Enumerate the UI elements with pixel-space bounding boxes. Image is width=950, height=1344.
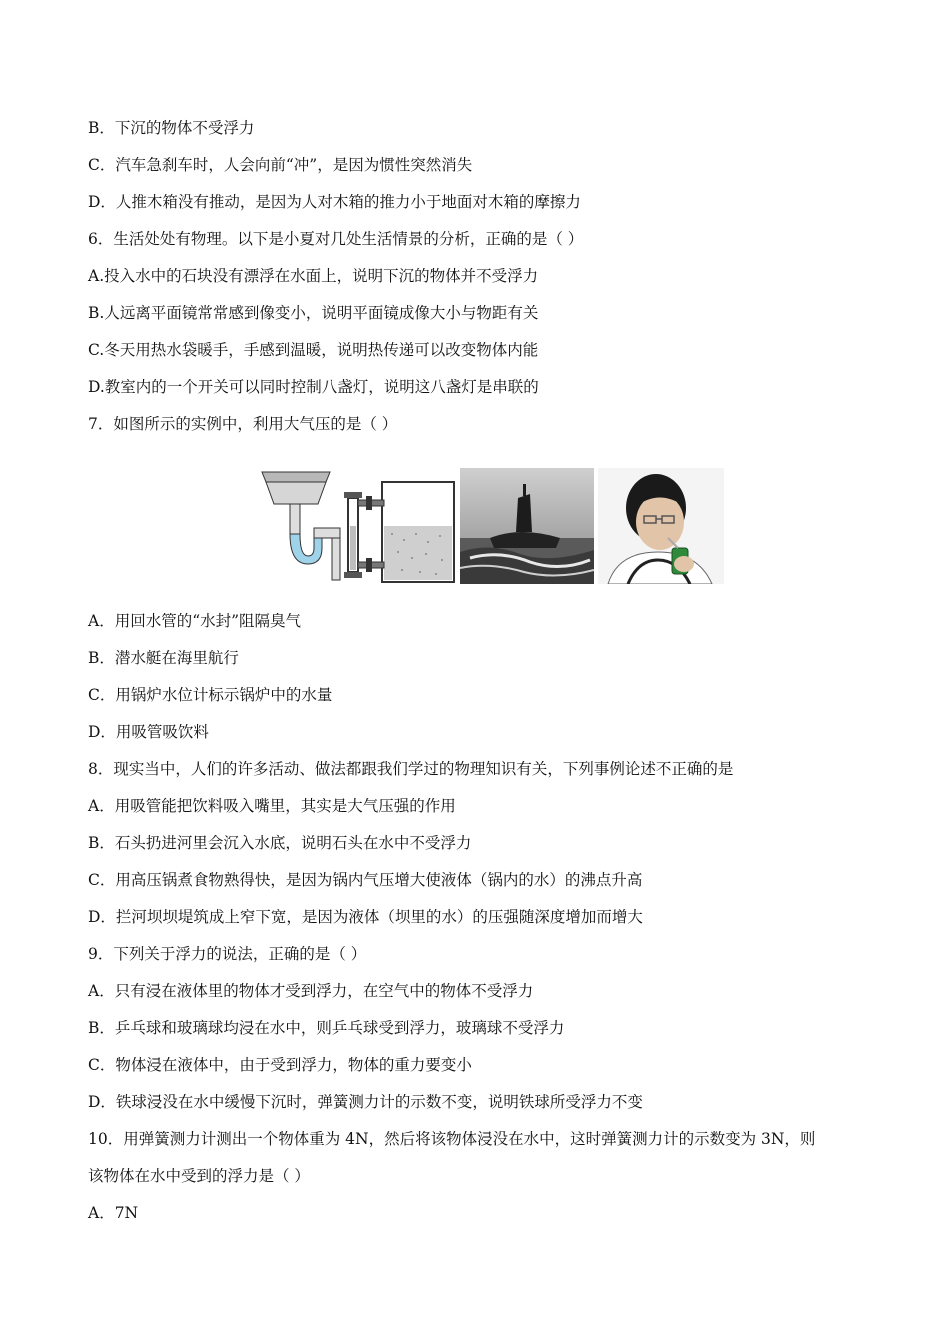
option-6c: C.冬天用热水袋暖手，手感到温暖，说明热传递可以改变物体内能 — [88, 341, 539, 359]
option-6d: D.教室内的一个开关可以同时控制八盏灯，说明这八盏灯是串联的 — [88, 378, 539, 396]
option-9b: B．乒乓球和玻璃球均浸在水中，则乒乓球受到浮力，玻璃球不受浮力 — [88, 1019, 565, 1037]
option-8a: A．用吸管能把饮料吸入嘴里，其实是大气压强的作用 — [88, 797, 456, 815]
sink-drain-trap-illustration — [254, 468, 342, 584]
option-9a: A．只有浸在液体里的物体才受到浮力，在空气中的物体不受浮力 — [88, 982, 534, 1000]
option-6a: A.投入水中的石块没有漂浮在水面上，说明下沉的物体并不受浮力 — [88, 267, 539, 285]
option-5d: D．人推木箱没有推动，是因为人对木箱的推力小于地面对木箱的摩擦力 — [88, 193, 581, 211]
option-10a: A．7N — [88, 1204, 139, 1222]
boiler-water-gauge-illustration — [342, 468, 456, 584]
question-9: 9．下列关于浮力的说法，正确的是（ ） — [88, 945, 367, 963]
option-5c: C．汽车急刹车时，人会向前“冲”，是因为惯性突然消失 — [88, 156, 473, 174]
question-7-figure — [254, 446, 724, 586]
option-7a: A．用回水管的“水封”阻隔臭气 — [88, 612, 302, 630]
option-7d: D．用吸管吸饮料 — [88, 723, 209, 741]
question-8: 8．现实当中，人们的许多活动、做法都跟我们学过的物理知识有关，下列事例论述不正确的是 — [88, 760, 734, 778]
submarine-photo — [460, 468, 594, 584]
option-5b: B．下沉的物体不受浮力 — [88, 119, 255, 137]
option-8c: C．用高压锅煮食物熟得快，是因为锅内气压增大使液体（锅内的水）的沸点升高 — [88, 871, 643, 889]
option-6b: B.人远离平面镜常常感到像变小，说明平面镜成像大小与物距有关 — [88, 304, 539, 322]
option-8d: D．拦河坝坝堤筑成上窄下宽，是因为液体（坝里的水）的压强随深度增加而增大 — [88, 908, 643, 926]
option-8b: B．石头扔进河里会沉入水底，说明石头在水中不受浮力 — [88, 834, 472, 852]
option-7b: B．潜水艇在海里航行 — [88, 649, 239, 667]
question-10-line-1: 10．用弹簧测力计测出一个物体重为 4N，然后将该物体浸没在水中，这时弹簧测力计的示数变为 3N，则 — [88, 1130, 816, 1148]
boy-drinking-with-straw-photo — [598, 468, 724, 584]
question-7: 7．如图所示的实例中，利用大气压的是（ ） — [88, 415, 398, 433]
option-9d: D．铁球浸没在水中缓慢下沉时，弹簧测力计的示数不变，说明铁球所受浮力不变 — [88, 1093, 643, 1111]
question-6: 6．生活处处有物理。以下是小夏对几处生活情景的分析，正确的是（ ） — [88, 230, 584, 248]
option-7c: C．用锅炉水位计标示锅炉中的水量 — [88, 686, 333, 704]
question-10-line-2: 该物体在水中受到的浮力是（ ） — [88, 1167, 310, 1185]
option-9c: C．物体浸在液体中，由于受到浮力，物体的重力要变小 — [88, 1056, 472, 1074]
